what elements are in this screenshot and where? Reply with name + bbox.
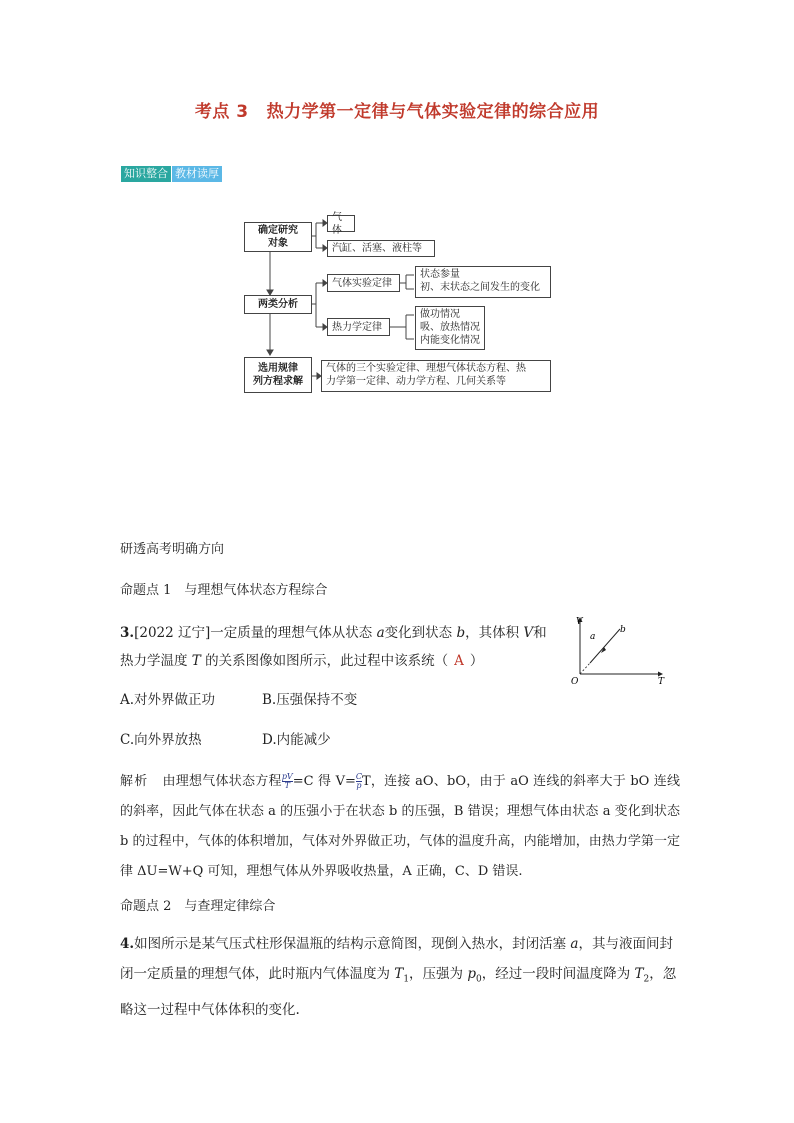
q3-var-V: V bbox=[523, 625, 534, 641]
solution-p3: T，连接 aO、bO，由于 aO 连线的斜率大于 bO 连线的斜率，因此气体在状态 a 的压强小于在状态 b 的压强，B 错误；理想气体由状态 a 变化到状态 b 的过程中，气体的体积增加，气体对外界做正功，气体的温度升高，内能增加，由热力学第一定律 ΔU=W+Q 可知，理想气体从外界吸收热量，A 正确，C、D 错误. bbox=[120, 774, 680, 879]
leaf-thermo-law: 热力学定律 bbox=[327, 318, 390, 336]
graph-point-a: a bbox=[590, 632, 596, 642]
node1-line1: 确定研究 bbox=[258, 225, 298, 236]
frac1-num: pV bbox=[281, 772, 293, 781]
q3-text-e: 的关系图像如图所示，此过程中该系统（ bbox=[200, 653, 449, 669]
leaf-cylinder: 汽缸、活塞、液柱等 bbox=[327, 240, 435, 257]
mind-map bbox=[240, 211, 560, 394]
graph-point-b: b bbox=[620, 625, 626, 635]
law1-detail-2: 初、末状态之间发生的变化 bbox=[420, 282, 540, 293]
solution-label: 解析 bbox=[120, 774, 149, 789]
leaf-gas: 气体 bbox=[327, 215, 355, 232]
solution bbox=[120, 767, 680, 887]
node3-detail-2: 力学第一定律、动力学方程、几何关系等 bbox=[326, 376, 506, 387]
q3-var-T: T bbox=[191, 653, 201, 669]
law2-detail-1: 做功情况 bbox=[420, 309, 460, 320]
q4-T1-sub: 1 bbox=[403, 974, 410, 985]
q4-var-p0: p bbox=[467, 966, 476, 982]
option-d: D.内能减少 bbox=[262, 732, 331, 748]
graph-y-label: V bbox=[576, 617, 583, 627]
law2-detail-3: 内能变化情况 bbox=[420, 335, 480, 346]
vt-graph-svg bbox=[568, 614, 678, 686]
node3-line2: 列方程求解 bbox=[253, 376, 303, 387]
option-b: B.压强保持不变 bbox=[262, 692, 358, 708]
node-choose-law bbox=[244, 357, 312, 393]
q3-text-a: 一定质量的理想气体从状态 bbox=[210, 625, 377, 641]
graph-x-label: T bbox=[658, 677, 665, 686]
q4-p0-sub: 0 bbox=[476, 974, 482, 985]
q4-number: 4. bbox=[120, 936, 135, 952]
law1-details bbox=[415, 266, 551, 298]
q3-var-b: b bbox=[456, 625, 466, 641]
badge-left: 知识整合 bbox=[121, 166, 171, 182]
solution-p1: 由理想气体状态方程 bbox=[162, 774, 282, 789]
option-a: A.对外界做正功 bbox=[120, 692, 216, 708]
q4-T2-sub: 2 bbox=[643, 974, 650, 985]
section-badge bbox=[121, 166, 222, 182]
q4-var-a: a bbox=[570, 936, 579, 952]
frac2-num: C bbox=[355, 772, 362, 781]
q4-text-e: ，忽略这一过程中气体体积的变化. bbox=[120, 966, 677, 1018]
node3-line1: 选用规律 bbox=[258, 363, 298, 374]
q4-text-a: 如图所示是某气压式柱形保温瓶的结构示意简图，现倒入热水，封闭活塞 bbox=[134, 936, 571, 952]
frac2-den: p bbox=[356, 781, 362, 790]
question-3 bbox=[120, 619, 560, 675]
q3-answer: A bbox=[454, 653, 464, 669]
badge-right: 教材读厚 bbox=[171, 166, 222, 182]
node-two-analysis: 两类分析 bbox=[244, 295, 312, 314]
node3-detail-1: 气体的三个实验定律、理想气体状态方程、热 bbox=[326, 363, 526, 374]
q3-text-d: 和热力学温度 bbox=[120, 625, 547, 669]
fraction-pv-t bbox=[282, 773, 293, 790]
law2-detail-2: 吸、放热情况 bbox=[420, 322, 480, 333]
frac1-den: T bbox=[284, 781, 290, 790]
subsection-1: 命题点 1 与理想气体状态方程综合 bbox=[120, 583, 328, 598]
graph-origin: O bbox=[571, 677, 579, 686]
q3-number: 3. bbox=[120, 625, 135, 641]
q4-text-b: ，其与液面间封闭一定质量的理想气体，此时瓶内气体温度为 bbox=[120, 936, 673, 982]
subsection-2: 命题点 2 与查理定律综合 bbox=[120, 899, 276, 914]
q3-text-b: 变化到状态 bbox=[384, 625, 457, 641]
law2-details bbox=[415, 306, 485, 350]
title-kaodian: 考点 3 bbox=[194, 102, 249, 122]
q4-text-d: ，经过一段时间温度降为 bbox=[481, 966, 635, 982]
option-c: C.向外界放热 bbox=[120, 732, 202, 748]
leaf-gas-law: 气体实验定律 bbox=[327, 274, 400, 292]
node1-line2: 对象 bbox=[268, 238, 288, 249]
section-title: 研透高考明确方向 bbox=[120, 542, 225, 557]
question-4 bbox=[120, 929, 680, 1025]
q3-text-f: ） bbox=[469, 653, 484, 669]
q4-var-T1: T bbox=[394, 966, 404, 982]
solution-p2: =C 得 V= bbox=[292, 774, 356, 789]
q4-var-T2: T bbox=[634, 966, 644, 982]
node-research-object bbox=[244, 222, 312, 252]
title-text: 热力学第一定律与气体实验定律的综合应用 bbox=[266, 102, 600, 122]
q3-var-a: a bbox=[376, 625, 385, 641]
node3-detail bbox=[321, 360, 551, 392]
q3-source: [2022 辽宁] bbox=[134, 625, 211, 641]
law1-detail-1: 状态参量 bbox=[420, 269, 460, 280]
q3-text-c: ，其体积 bbox=[465, 625, 524, 641]
vt-graph bbox=[568, 614, 678, 686]
page-title bbox=[0, 97, 794, 122]
q4-text-c: ，压强为 bbox=[409, 966, 468, 982]
